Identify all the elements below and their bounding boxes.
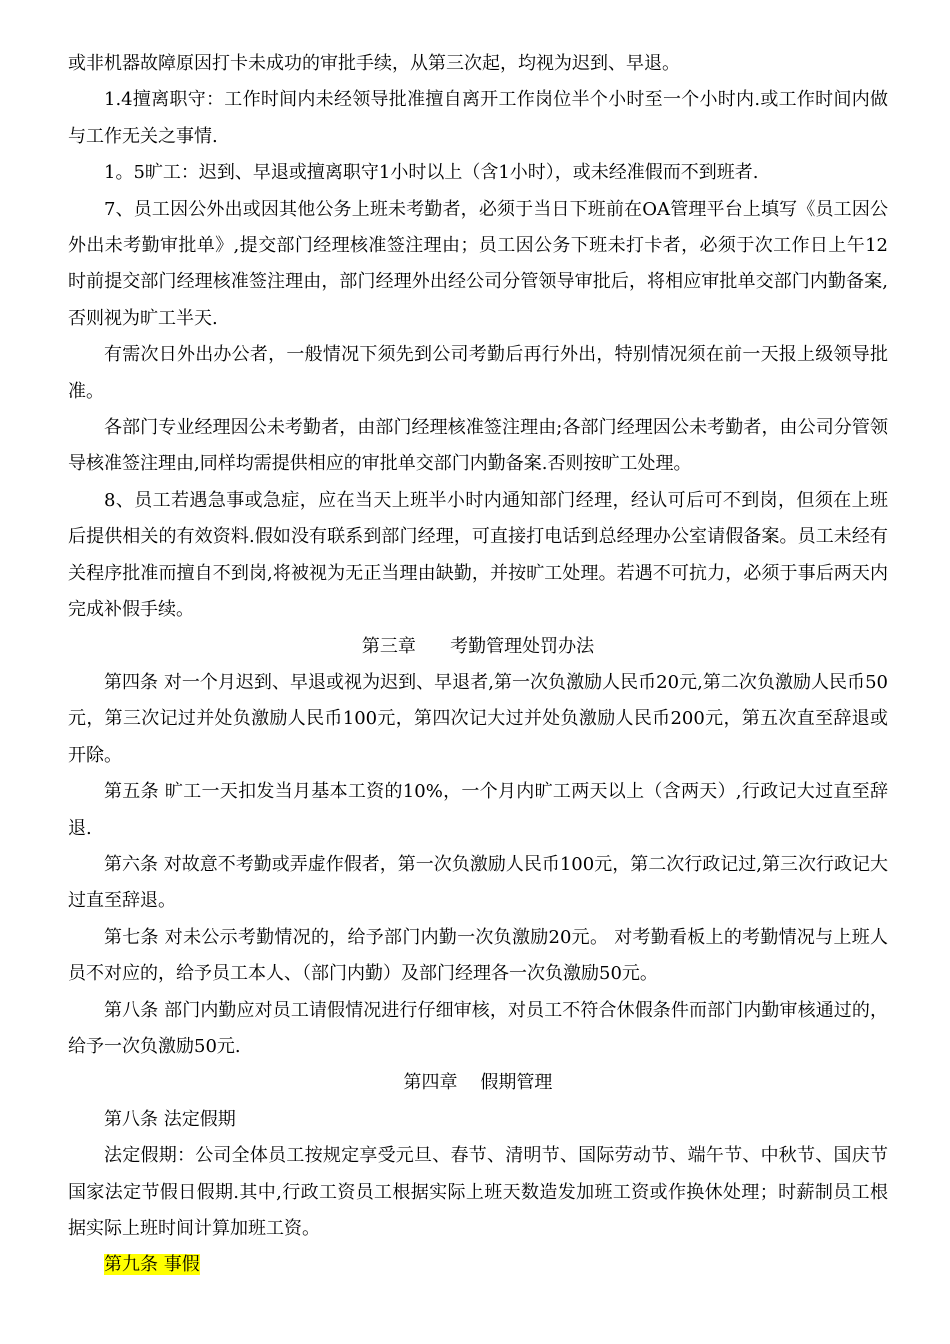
- document-body: [68, 46, 888, 1284]
- paragraph-emergency-leave: 8、员工若遇急事或急症，应在当天上班半小时内通知部门经理，经认可后可不到岗，但须在上班后提供相关的有效资料.假如没有联系到部门经理，可直接打电话到总经理办公室请假备案。员工未经有关程序批准而擅自不到岗,将被视为无正当理由缺勤，并按旷工处理。若遇不可抗力，必须于事后两天内完成补假手续。: [68, 489, 888, 621]
- chapter-heading-leave: 第四章 假期管理: [403, 1072, 553, 1094]
- article-8-statutory-holidays-title: 第八条 法定假期: [104, 1108, 236, 1130]
- article-4-late-penalty: 第四条 对一个月迟到、早退或视为迟到、早退者,第一次负激励人民币20元,第二次负激励人民币50元，第三次记过并处负激励人民币100元，第四次记大过并处负激励人民币200元，第五次直至辞退或开除。: [68, 671, 888, 766]
- article-8-review-penalty: 第八条 部门内勤应对员工请假情况进行仔细审核，对员工不符合休假条件而部门内勤审核通过的，给予一次负激励50元.: [68, 999, 888, 1057]
- highlighted-text: 第九条 事假: [104, 1254, 200, 1276]
- paragraph-next-day-outing: 有需次日外出办公者，一般情况下须先到公司考勤后再行外出，特别情况须在前一天报上级领导批准。: [68, 344, 888, 402]
- article-6-fraud-penalty: 第六条 对故意不考勤或弄虚作假者，第一次负激励人民币100元，第二次行政记过,第三次行政记大过直至辞退。: [68, 853, 888, 912]
- paragraph-absenteeism-definition: 1。5旷工：迟到、早退或擅离职守1小时以上（含1小时），或未经准假而不到班者.: [104, 162, 759, 184]
- paragraph-leaving-post: 1.4擅离职守：工作时间内未经领导批准擅自离开工作岗位半个小时至一个小时内.或工作时间内做与工作无关之事情.: [68, 89, 888, 147]
- article-5-absenteeism-penalty: 第五条 旷工一天扣发当月基本工资的10%，一个月内旷工两天以上（含两天）,行政记大过直至辞退.: [68, 781, 888, 839]
- paragraph-business-outing-rule: 7、员工因公外出或因其他公务上班未考勤者，必须于当日下班前在OA管理平台上填写《员工因公外出未考勤审批单》,提交部门经理核准签注理由；员工因公务下班未打卡者，必须于次工作日上午12时前提交部门经理核准签注理由，部门经理外出经公司分管领导审批后，将相应审批单交部门内勤备案,否则视为旷工半天.: [68, 198, 888, 329]
- paragraph-statutory-holidays: 法定假期：公司全体员工按规定享受元旦、春节、清明节、国际劳动节、端午节、中秋节、国庆节国家法定节假日假期.其中,行政工资员工根据实际上班天数造发加班工资或作换休处理；时薪制员工根据实际上班时间计算加班工资。: [68, 1145, 888, 1239]
- paragraph-manager-attendance: 各部门专业经理因公未考勤者，由部门经理核准签注理由;各部门经理因公未考勤者，由公司分管领导核准签注理由,同样均需提供相应的审批单交部门内勤备案.否则按旷工处理。: [68, 417, 888, 475]
- paragraph-approval-continuation: 或非机器故障原因打卡未成功的审批手续，从第三次起，均视为迟到、早退。: [68, 53, 680, 74]
- chapter-heading-penalties: 第三章 考勤管理处罚办法: [361, 635, 595, 657]
- article-7-display-penalty: 第七条 对未公示考勤情况的，给予部门内勤一次负激励20元。 对考勤看板上的考勤情况与上班人员不对应的，给予员工本人、（部门内勤）及部门经理各一次负激励50元。: [68, 926, 888, 985]
- article-9-personal-leave-title: [68, 1247, 888, 1283]
